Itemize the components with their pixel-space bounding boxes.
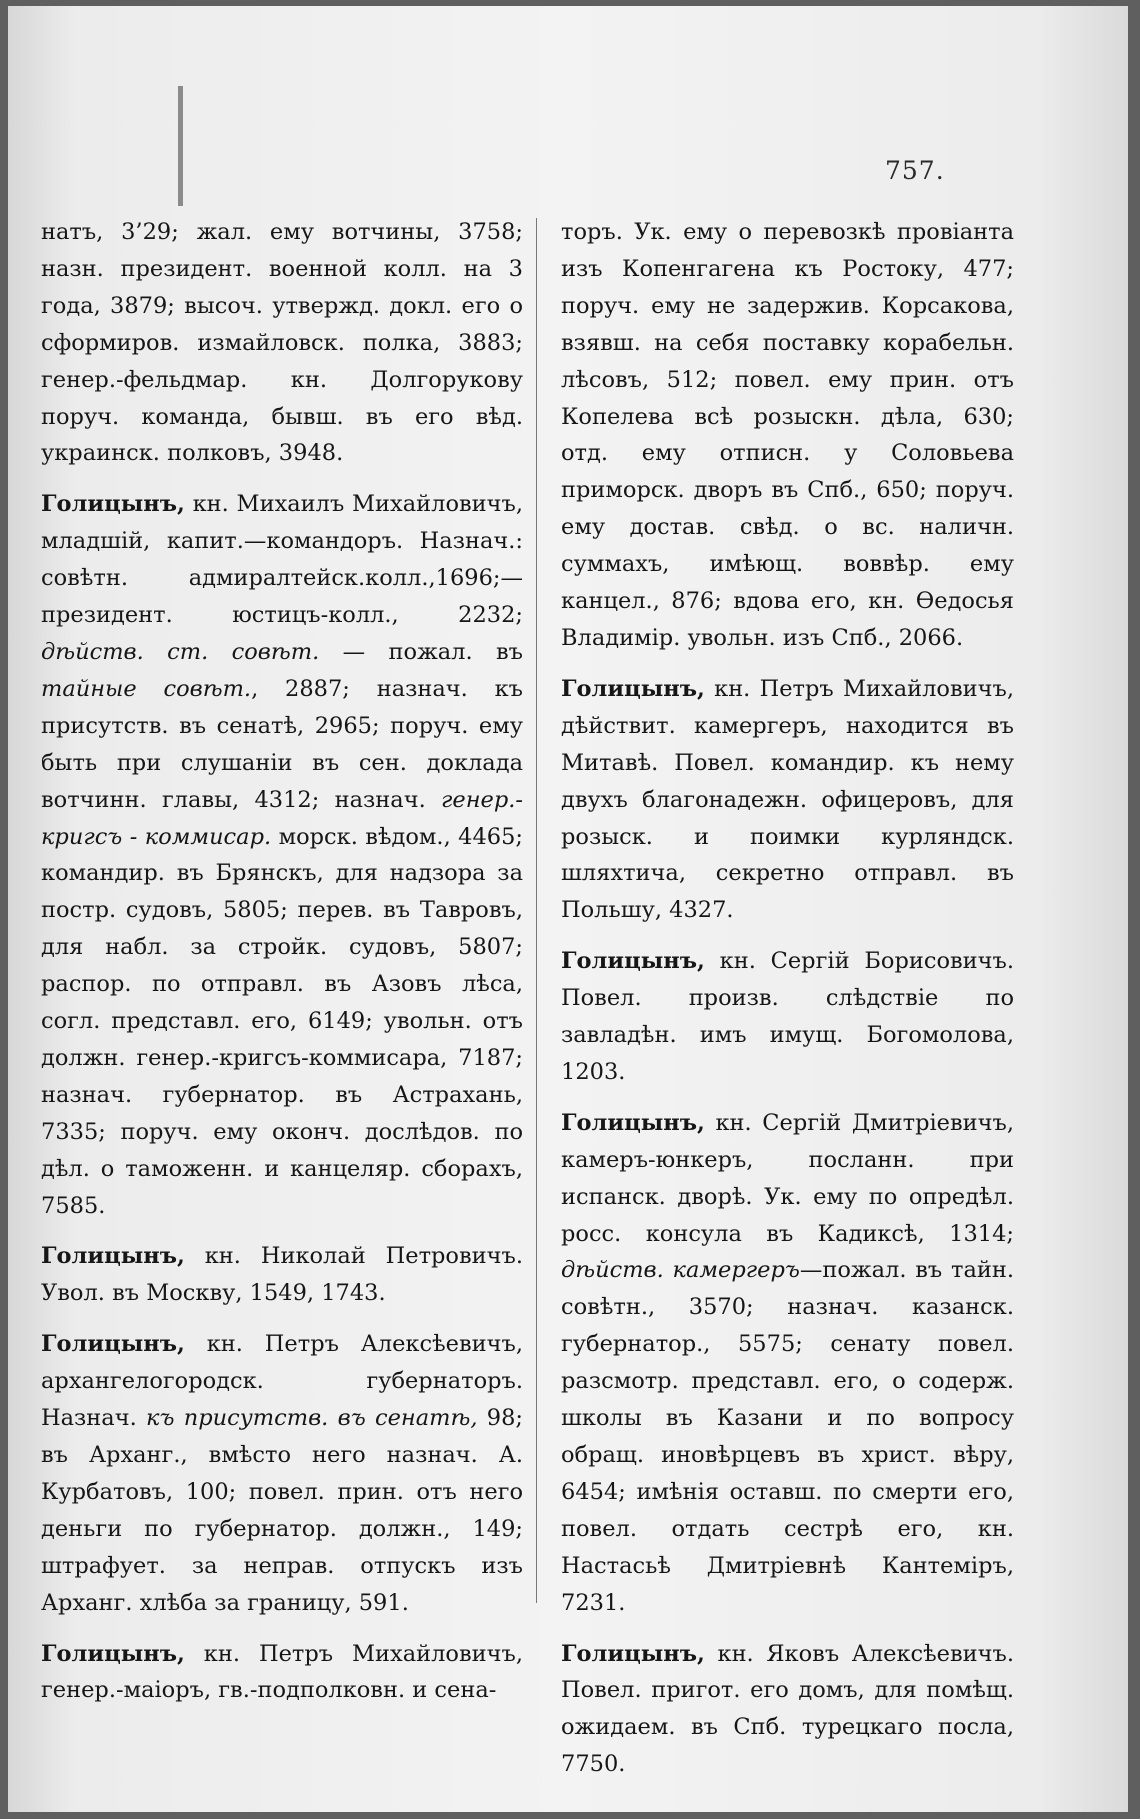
entry-text: кн. Петръ Михайловичъ, дѣйствит. камергеръ, находится въ Митавѣ. Повел. командир. къ нему двухъ благонадежн. офицеровъ, для розыск. и поимки курляндск. шляхтича, секретно отправл. въ Польшу, 4327.	[561, 675, 1014, 924]
entry-text: морск. вѣдом., 4465; командир. въ Брянскъ, для надзора за постр. судовъ, 5805; перев. въ Тавровъ, для набл. за стройк. судовъ, 5807; распор. по отправл. въ Азовъ лѣса, согл. представл. его, 6149; увольн. отъ должн. генер.-кригсъ-коммисара, 7187; назнач. губернатор. въ Астрахань, 7335; поруч. ему оконч. дослѣдов. по дѣл. о таможенн. и канцеляр. сборахъ, 7585.	[41, 823, 523, 1219]
index-entry	[41, 486, 523, 1224]
entry-text: , 2887; назнач. къ присутств. въ сенатѣ, 2965; поруч. ему быть при слушаніи въ сен. доклада вотчинн. главы, 4312; назнач.	[41, 675, 523, 813]
entry-headword: Голицынъ,	[41, 491, 185, 518]
page-number: 757.	[885, 156, 945, 185]
entry-text: —пожал. въ тайн. совѣтн., 3570; назнач. казанск. губернатор., 5575; сенату повел. разсмотр. представл. его, о содерж. школы въ Казани и по вопросу обращ. иновѣрцевъ въ христ. вѣру, 6454; имѣнія оставш. по смерти его, повел. отдать сестрѣ его, кн. Настасьѣ Дмитріевнѣ Кантеміръ, 7231.	[561, 1257, 1014, 1616]
index-entry	[41, 1238, 523, 1312]
entry-text: — пожал. въ	[319, 638, 524, 665]
italic-text: дѣйств. камергеръ	[561, 1257, 800, 1284]
right-column	[561, 214, 1014, 1783]
index-entry	[41, 214, 523, 472]
index-entry	[561, 214, 1014, 657]
print-smudge	[178, 86, 183, 206]
entry-text: кн. Михаилъ Михайловичъ, младшій, капит.—командоръ. Назнач.: совѣтн. адмиралтейск.колл.,1696;—президент. юстицъ-колл., 2232;	[41, 491, 523, 629]
column-divider	[536, 218, 537, 1603]
italic-text: тайные совѣт.	[41, 675, 252, 702]
index-entry	[41, 1636, 523, 1710]
entry-text: кн. Петръ Михайловичъ, генер.-маіоръ, гв.-подполковн. и сена-	[41, 1640, 523, 1704]
entry-text: кн. Сергій Дмитріевичъ, камеръ-юнкеръ, посланн. при испанск. дворѣ. Ук. ему по опредѣл. росс. консула въ Кадиксѣ, 1314;	[561, 1109, 1014, 1247]
italic-text: генер.-кригсъ - коммисар.	[41, 786, 523, 850]
entry-headword: Голицынъ,	[561, 675, 705, 702]
italic-text: къ присутств. въ сенатѣ,	[146, 1405, 478, 1432]
left-column	[41, 214, 523, 1709]
index-entry	[561, 1105, 1014, 1622]
entry-text: 98; въ Арханг., вмѣсто него назнач. А. Курбатовъ, 100; повел. прин. отъ него деньги по губернатор. должн., 149; штрафует. за неправ. отпускъ изъ Арханг. хлѣба за границу, 591.	[41, 1405, 524, 1616]
book-page	[8, 6, 1128, 1812]
entry-headword: Голицынъ,	[561, 948, 705, 975]
index-entry	[41, 1326, 523, 1621]
entry-headword: Голицынъ,	[561, 1109, 705, 1136]
index-entry	[561, 943, 1014, 1091]
entry-text: кн. Петръ Алексѣевичъ, архангелогородск. губернаторъ. Назнач.	[41, 1331, 523, 1432]
entry-headword: Голицынъ,	[561, 1640, 705, 1667]
entry-text: кн. Яковъ Алексѣевичъ. Повел. пригот. его домъ, для помѣщ. ожидаем. въ Спб. турецкаго посла, 7750.	[561, 1640, 1014, 1778]
entry-headword: Голицынъ,	[41, 1331, 185, 1358]
entry-headword: Голицынъ,	[41, 1640, 185, 1667]
italic-text: дѣйств. ст. совѣт.	[41, 638, 320, 665]
entry-text: кн. Николай Петровичъ. Увол. въ Москву, 1549, 1743.	[41, 1243, 523, 1307]
entry-text: кн. Сергій Борисовичъ. Повел. произв. слѣдствіе по завладѣн. имъ имущ. Богомолова, 1203.	[561, 948, 1014, 1085]
index-entry	[561, 1636, 1014, 1784]
index-entry	[561, 671, 1014, 929]
entry-text: натъ, 3’29; жал. ему вотчины, 3758; назн. президент. военной колл. на 3 года, 3879; высоч. утвержд. докл. его о сформиров. измайловск. полка, 3883; генер.-фельдмар. кн. Долгорукову поруч. команда, бывш. въ его вѣд. украинск. полковъ, 3948.	[41, 219, 523, 467]
entry-headword: Голицынъ,	[41, 1243, 185, 1270]
entry-text: торъ. Ук. ему о перевозкѣ провіанта изъ Копенгагена къ Ростоку, 477; поруч. ему не задержив. Корсакова, взявш. на себя поставку корабельн. лѣсовъ, 512; повел. ему прин. отъ Копелева всѣ розыскн. дѣла, 630; отд. ему отписн. у Соловьева приморск. дворъ въ Спб., 650; поруч. ему достав. свѣд. о вс. наличн. суммахъ, имѣющ. воввѣр. ему канцел., 876; вдова его, кн. Ѳедосья Владимір. увольн. изъ Спб., 2066.	[561, 219, 1014, 651]
